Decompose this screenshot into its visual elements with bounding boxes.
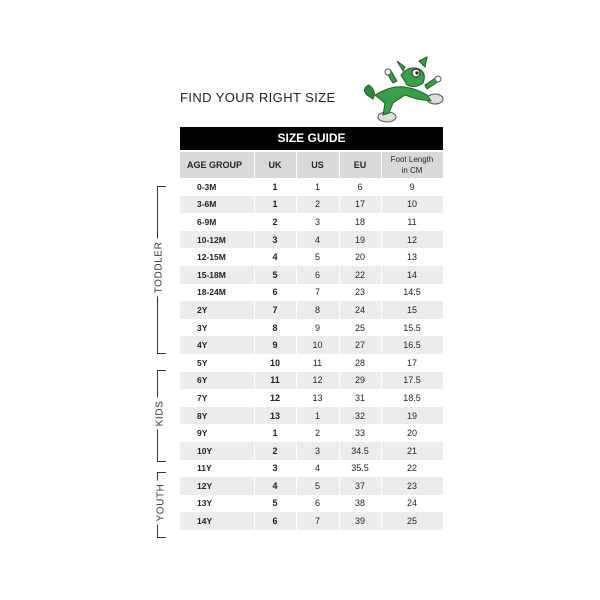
table-row <box>180 301 443 319</box>
table-header-row <box>180 152 443 178</box>
table-row <box>180 178 443 196</box>
uk-cell: 3 <box>254 231 296 249</box>
age-cell: 13Y <box>180 495 254 513</box>
us-cell: 10 <box>296 336 339 354</box>
age-cell: 3Y <box>180 319 254 337</box>
group-label-toddler: TODDLER <box>153 239 164 297</box>
foot-length-cell: 19 <box>381 407 443 425</box>
foot-length-cell: 17 <box>381 354 443 372</box>
foot-length-cell: 10 <box>381 196 443 214</box>
foot-length-cell: 24 <box>381 495 443 513</box>
group-label-youth: YOUTH <box>156 481 167 525</box>
age-cell: 11Y <box>180 460 254 478</box>
table-row <box>180 231 443 249</box>
us-cell: 7 <box>296 284 339 302</box>
size-guide-table <box>180 152 444 530</box>
uk-cell: 13 <box>254 407 296 425</box>
age-cell: 6-9M <box>180 213 254 231</box>
age-cell: 2Y <box>180 301 254 319</box>
eu-cell: 33 <box>339 424 381 442</box>
foot-length-line1: Foot Length <box>390 155 434 164</box>
eu-cell: 23 <box>339 284 381 302</box>
foot-length-cell: 15.5 <box>381 319 443 337</box>
age-cell: 6Y <box>180 372 254 390</box>
table-row <box>180 284 443 302</box>
age-cell: 10Y <box>180 442 254 460</box>
column-header-uk: UK <box>254 152 296 178</box>
eu-cell: 35.5 <box>339 460 381 478</box>
uk-cell: 7 <box>254 301 296 319</box>
us-cell: 5 <box>296 248 339 266</box>
foot-length-cell: 21 <box>381 442 443 460</box>
age-cell: 0-3M <box>180 178 254 196</box>
eu-cell: 22 <box>339 266 381 284</box>
uk-cell: 1 <box>254 178 296 196</box>
eu-cell: 38 <box>339 495 381 513</box>
age-cell: 12-15M <box>180 248 254 266</box>
table-row <box>180 319 443 337</box>
eu-cell: 27 <box>339 336 381 354</box>
running-mascot-icon <box>357 55 447 125</box>
us-cell: 2 <box>296 424 339 442</box>
eu-cell: 37 <box>339 477 381 495</box>
page-heading: FIND YOUR RIGHT SIZE <box>180 90 336 105</box>
us-cell: 5 <box>296 477 339 495</box>
us-cell: 8 <box>296 301 339 319</box>
us-cell: 12 <box>296 372 339 390</box>
table-row <box>180 372 443 390</box>
us-cell: 2 <box>296 196 339 214</box>
uk-cell: 2 <box>254 442 296 460</box>
age-cell: 9Y <box>180 424 254 442</box>
age-cell: 4Y <box>180 336 254 354</box>
table-row <box>180 477 443 495</box>
table-row <box>180 512 443 530</box>
uk-cell: 12 <box>254 389 296 407</box>
eu-cell: 24 <box>339 301 381 319</box>
foot-length-cell: 18.5 <box>381 389 443 407</box>
foot-length-line2: in CM <box>401 166 423 175</box>
foot-length-cell: 22 <box>381 460 443 478</box>
foot-length-cell: 15 <box>381 301 443 319</box>
uk-cell: 8 <box>254 319 296 337</box>
column-header-eu: EU <box>339 152 381 178</box>
us-cell: 3 <box>296 442 339 460</box>
us-cell: 1 <box>296 178 339 196</box>
size-table-body <box>180 178 443 530</box>
table-row <box>180 196 443 214</box>
table-row <box>180 248 443 266</box>
uk-cell: 4 <box>254 477 296 495</box>
age-cell: 3-6M <box>180 196 254 214</box>
us-cell: 4 <box>296 460 339 478</box>
table-row <box>180 213 443 231</box>
uk-cell: 2 <box>254 213 296 231</box>
foot-length-cell: 25 <box>381 512 443 530</box>
eu-cell: 6 <box>339 178 381 196</box>
us-cell: 6 <box>296 266 339 284</box>
us-cell: 11 <box>296 354 339 372</box>
foot-length-cell: 20 <box>381 424 443 442</box>
eu-cell: 34.5 <box>339 442 381 460</box>
foot-length-cell: 11 <box>381 213 443 231</box>
eu-cell: 31 <box>339 389 381 407</box>
uk-cell: 5 <box>254 495 296 513</box>
us-cell: 6 <box>296 495 339 513</box>
age-cell: 7Y <box>180 389 254 407</box>
age-cell: 18-24M <box>180 284 254 302</box>
foot-length-cell: 17.5 <box>381 372 443 390</box>
us-cell: 4 <box>296 231 339 249</box>
foot-length-cell: 13 <box>381 248 443 266</box>
uk-cell: 6 <box>254 284 296 302</box>
uk-cell: 1 <box>254 196 296 214</box>
table-row <box>180 460 443 478</box>
age-cell: 10-12M <box>180 231 254 249</box>
table-row <box>180 336 443 354</box>
us-cell: 3 <box>296 213 339 231</box>
size-guide-title-bar: SIZE GUIDE <box>180 127 443 150</box>
table-row <box>180 354 443 372</box>
table-row <box>180 442 443 460</box>
uk-cell: 10 <box>254 354 296 372</box>
table-row <box>180 495 443 513</box>
group-label-kids: KIDS <box>154 398 165 430</box>
eu-cell: 18 <box>339 213 381 231</box>
foot-length-cell: 9 <box>381 178 443 196</box>
us-cell: 7 <box>296 512 339 530</box>
eu-cell: 19 <box>339 231 381 249</box>
us-cell: 13 <box>296 389 339 407</box>
uk-cell: 1 <box>254 424 296 442</box>
eu-cell: 20 <box>339 248 381 266</box>
column-header-age-group: AGE GROUP <box>180 152 254 178</box>
us-cell: 1 <box>296 407 339 425</box>
foot-length-cell: 14.5 <box>381 284 443 302</box>
uk-cell: 6 <box>254 512 296 530</box>
table-row <box>180 407 443 425</box>
age-cell: 8Y <box>180 407 254 425</box>
us-cell: 9 <box>296 319 339 337</box>
foot-length-cell: 16.5 <box>381 336 443 354</box>
uk-cell: 11 <box>254 372 296 390</box>
eu-cell: 28 <box>339 354 381 372</box>
eu-cell: 39 <box>339 512 381 530</box>
age-cell: 15-18M <box>180 266 254 284</box>
foot-length-cell: 23 <box>381 477 443 495</box>
foot-length-cell: 12 <box>381 231 443 249</box>
eu-cell: 32 <box>339 407 381 425</box>
uk-cell: 4 <box>254 248 296 266</box>
age-cell: 5Y <box>180 354 254 372</box>
eu-cell: 29 <box>339 372 381 390</box>
uk-cell: 3 <box>254 460 296 478</box>
age-cell: 14Y <box>180 512 254 530</box>
table-row <box>180 389 443 407</box>
table-row <box>180 266 443 284</box>
table-row <box>180 424 443 442</box>
foot-length-cell: 14 <box>381 266 443 284</box>
eu-cell: 25 <box>339 319 381 337</box>
age-cell: 12Y <box>180 477 254 495</box>
column-header-us: US <box>296 152 339 178</box>
column-header-foot-length <box>381 152 443 178</box>
uk-cell: 5 <box>254 266 296 284</box>
eu-cell: 17 <box>339 196 381 214</box>
uk-cell: 9 <box>254 336 296 354</box>
